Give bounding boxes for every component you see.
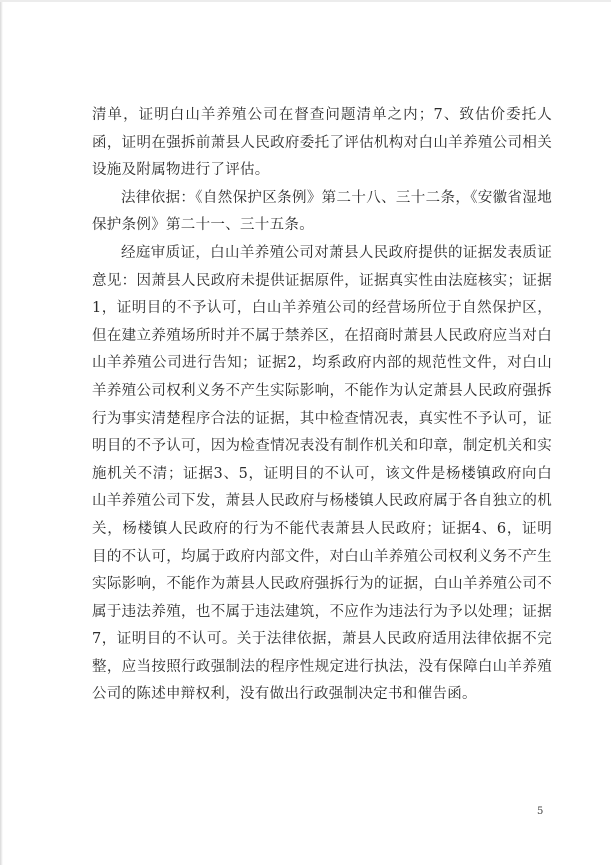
page-number: 5 <box>537 806 544 817</box>
document-body <box>92 102 552 709</box>
scan-edge-left <box>0 0 3 865</box>
paragraph-legal-basis: 法律依据：《自然保护区条例》第二十八、三十二条，《安徽省湿地保护条例》第二十一、三十五条。 <box>92 189 552 234</box>
paragraph-cross-examination: 经庭审质证，白山羊养殖公司对萧县人民政府提供的证据发表质证意见：因萧县人民政府未提供证据原件，证据真实性由法庭核实；证据1，证明目的不予认可，白山羊养殖公司的经营场所位于自然保护区，但在建立养殖场所时并不属于禁养区，在招商时萧县人民政府应当对白山羊养殖公司进行告知；证据2，均系政府内部的规范性文件，对白山羊养殖公司权利义务不产生实际影响，不能作为认定萧县人民政府强拆行为事实清楚程序合法的证据，其中检查情况表，真实性不予认可，证明目的不予认可，因为检查情况表没有制作机关和印章，制定机关和实施机关不清；证据3、5，证明目的不认可，该文件是杨楼镇政府向白山羊养殖公司下发，萧县人民政府与杨楼镇人民政府属于各自独立的机关，杨楼镇人民政府的行为不能代表萧县人民政府；证据4、6，证明目的不认可，均属于政府内部文件，对白山羊养殖公司权利义务不产生实际影响，不能作为萧县人民政府强拆行为的证据，白山羊养殖公司不属于违法养殖，也不属于违法建筑，不应作为违法行为予以处理；证据7，证明目的不认可。关于法律依据，萧县人民政府适用法律依据不完整，应当按照行政强制法的程序性规定进行执法，没有保障白山羊养殖公司的陈述申辩权利，没有做出行政强制决定书和催告函。 <box>92 244 552 703</box>
paragraph-evidence-list: 清单，证明白山羊养殖公司在督查问题清单之内；7、致估价委托人函，证明在强拆前萧县人民政府委托了评估机构对白山羊养殖公司相关设施及附属物进行了评估。 <box>92 107 552 179</box>
scan-edge-top <box>0 0 611 2</box>
